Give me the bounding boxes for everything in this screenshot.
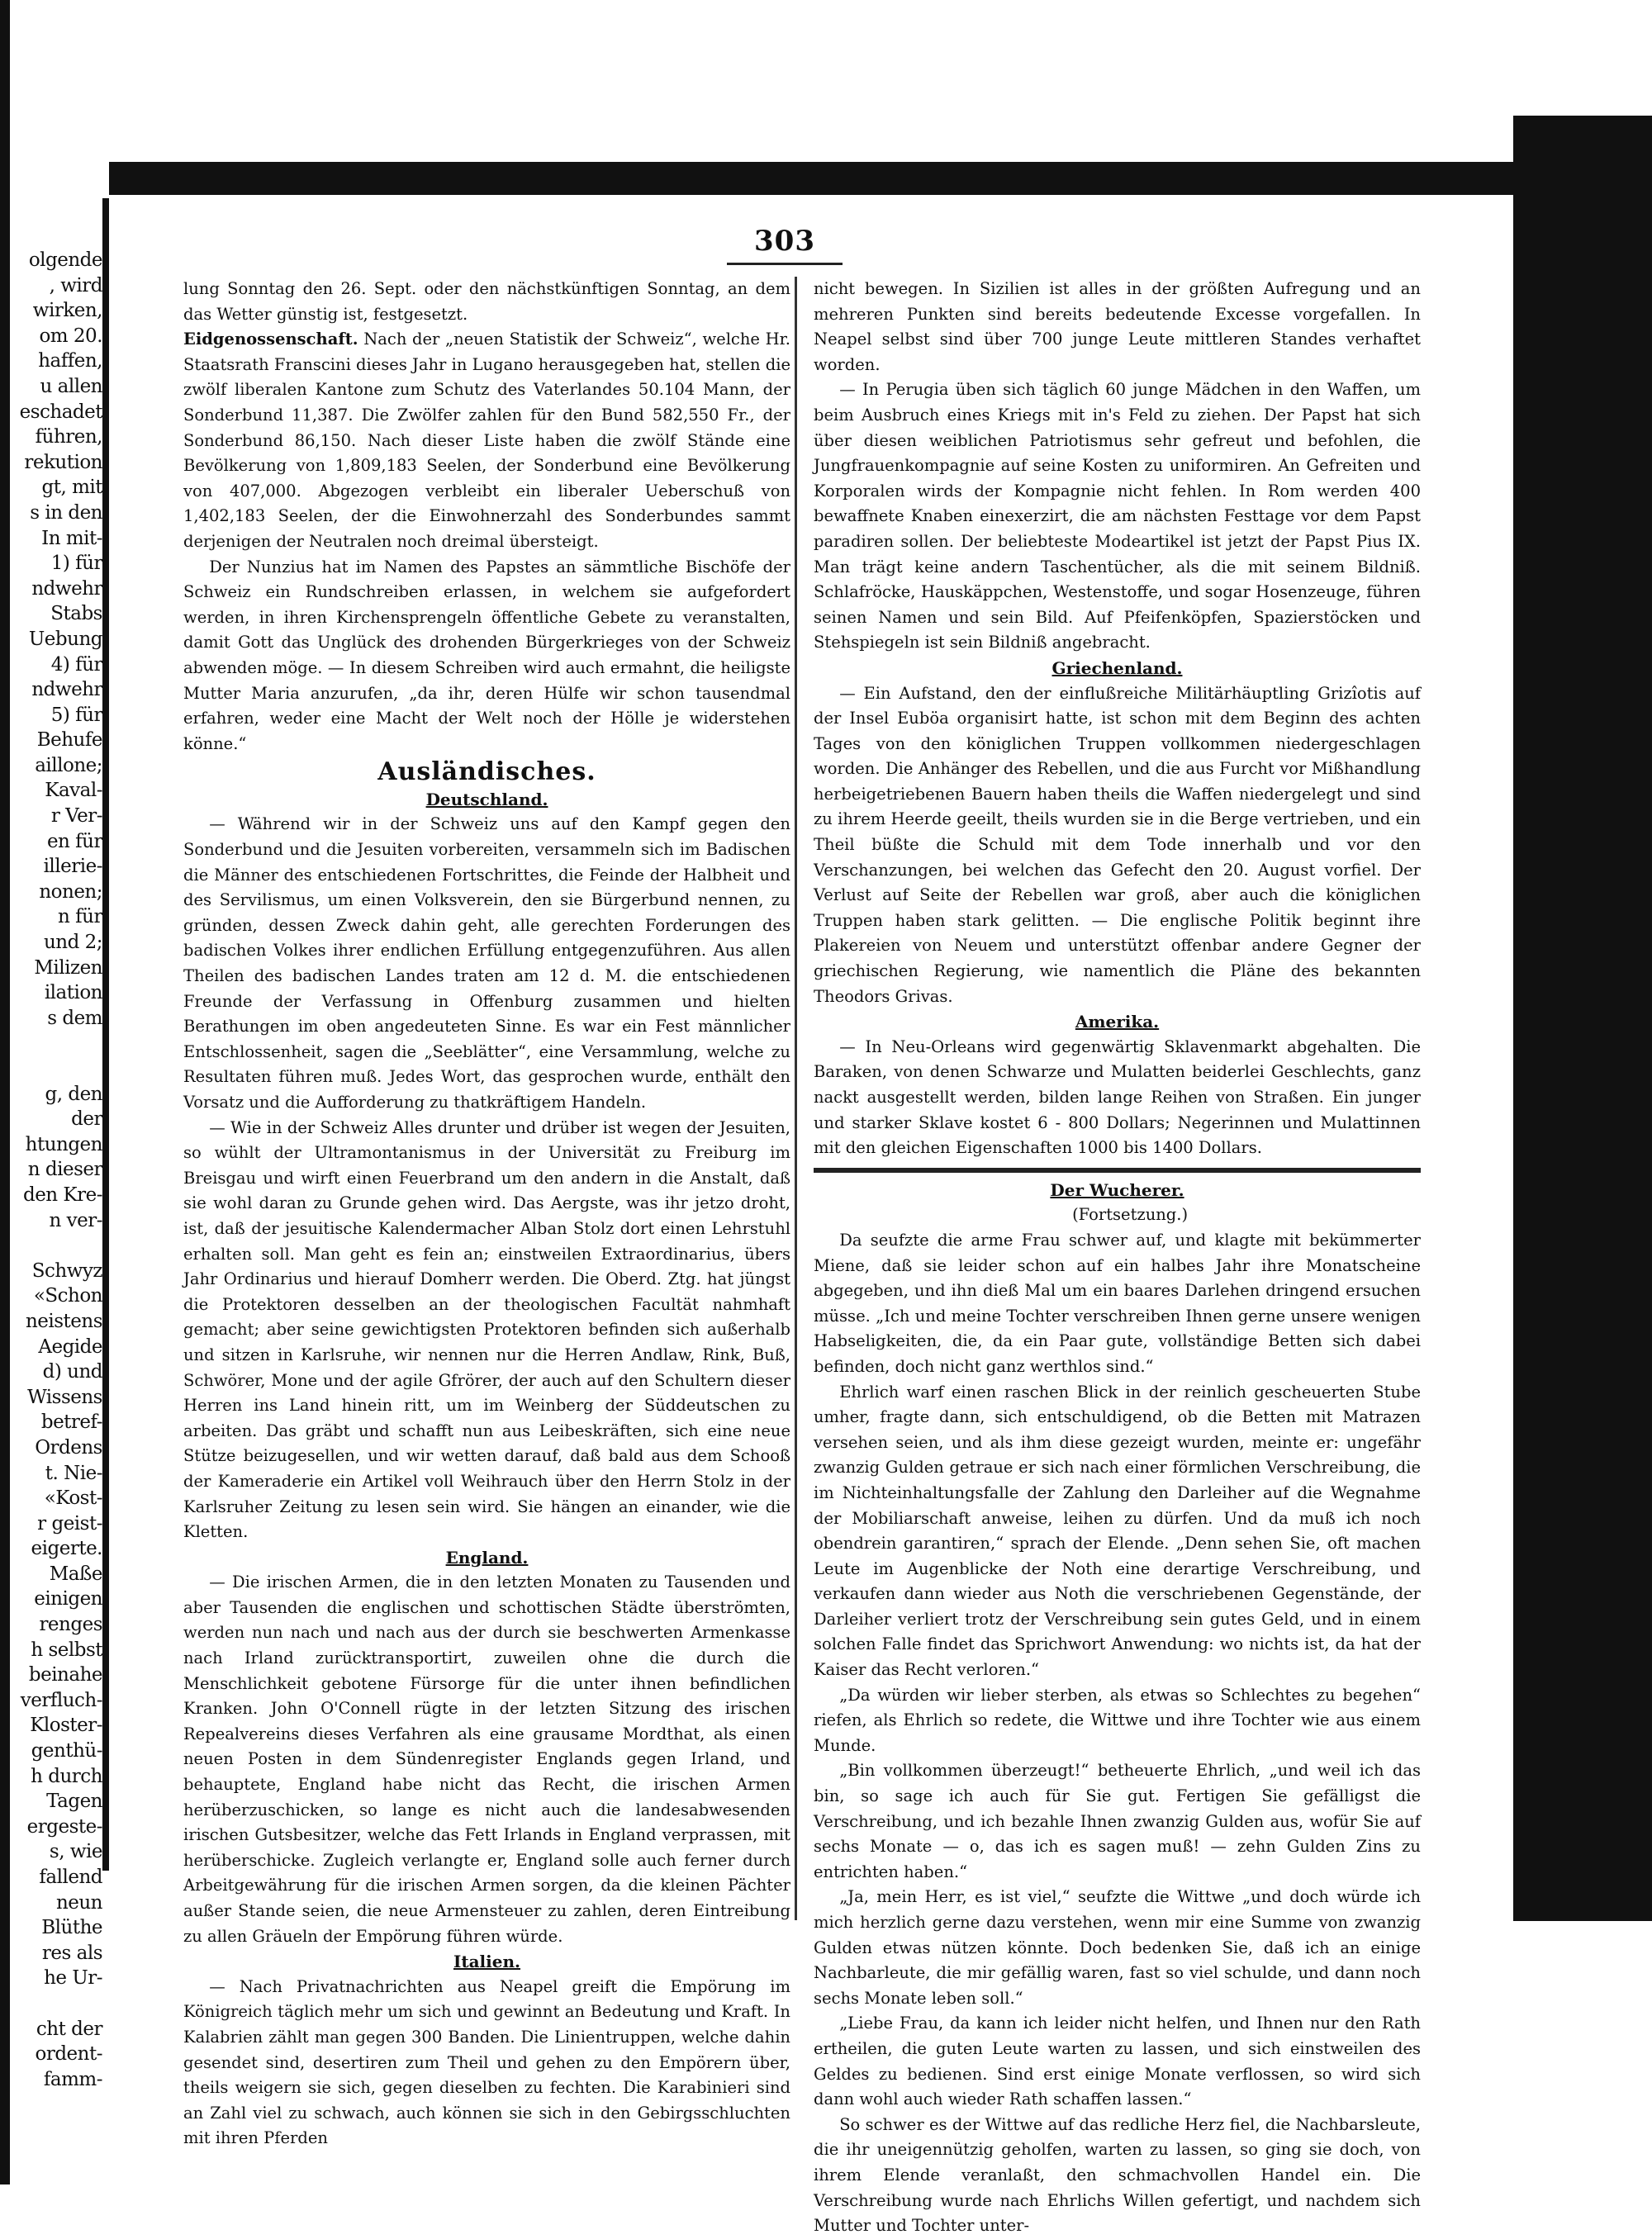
left-column (183, 277, 790, 2151)
previous-page-fragment: «Schon (33, 1285, 102, 1307)
previous-page-fragment: s in den (30, 501, 102, 524)
previous-page-fragment: und 2; (43, 932, 102, 954)
griechenland-paragraph: — Ein Aufstand, den der einflußreiche Militärhäuptling Grizîotis auf der Insel Euböa organisirt hatte, ist schon mit dem Beginn des achten Tages von den königlichen Truppen vollkommen niedergeschlagen worden. Die Anhänger des Rebellen, und die aus Furcht vor Mißhandlung herbeigetriebenen Bauern haben theils die Waffen niedergelegt und sind zu ihrem Heerde geeilt, theils wurden sie in die Berge vertrieben, und ein Theil büßte die Schuld mit dem Tode innerhalb und vor den Verschanzungen, bei welchen das Gefecht den 20. August vorfiel. Der Verlust auf Seite der Rebellen war groß, aber auch die königlichen Truppen haben stark gelitten. — Die englische Politik beginnt ihre Plakereien von Neuem und unterstützt offenbar andere Gegner der griechischen Regierung, wie namentlich die Pläne des bekannten Theodors Grivas. (814, 683, 1421, 1006)
previous-page-fragment: Uebung (28, 628, 102, 650)
wucherer-paragraph-7: So schwer es der Wittwe auf das redliche Herz fiel, die Nachbarsleute, die ihr uneigennützig geholfen, warten zu lassen, so ging sie doch, von ihrem Elende veranlaßt, den schmachvollen Handel ein. Die Verschreibung wurde nach Ehrlichs Willen gefertigt, und nachdem sich Mutter und Tochter unter- (814, 2114, 1421, 2236)
wucherer-paragraph-1: Da seufzte die arme Frau schwer auf, und klagte mit bekümmerter Miene, daß sie leider schon auf ein halbes Jahr ihre Monatscheine abgegeben, und ihn dieß Mal um ein baares Darlehen dringend ersuchen müsse. „Ich und meine Tochter verschreiben Ihnen gerne unsere wenigen Habseligkeiten, die, da ein Paar gute, vollständige Betten sich dabei befinden, doch nicht ganz werthlos sind.“ (814, 1230, 1421, 1376)
previous-page-fragment: r Ver- (50, 805, 102, 828)
previous-page-fragment: der (71, 1108, 102, 1131)
previous-page-fragment: Aegide (38, 1335, 102, 1358)
previous-page-fragment: res als (41, 1942, 102, 1964)
right-column (814, 277, 1421, 2239)
previous-page-fragment (0, 1991, 102, 2017)
previous-page-fragment: olgende (28, 249, 102, 271)
previous-page-fragment: htungen (25, 1133, 102, 1155)
wucherer-paragraph-4: „Bin vollkommen überzeugt!“ betheuerte Ehrlich, „und weil ich das bin, so sage ich auch für Sie gut. Fertigen Sie gefälligst die Verschreibung, und ich bezahle Ihnen zwanzig Gulden aus, wofür Sie auf sechs Monate — o, das ich es sagen muß! — zehn Gulden Zins zu entrichten haben.“ (814, 1761, 1421, 1881)
previous-page-fragment: u allen (40, 375, 102, 397)
previous-page-fragment: d) und (42, 1361, 102, 1383)
previous-page-fragment: ndwehr (31, 577, 102, 600)
previous-page-fragment: s dem (47, 1007, 102, 1029)
previous-page-fragment: en für (46, 830, 102, 852)
england-paragraph: — Die irischen Armen, die in den letzten Monaten zu Tausenden und aber Tausenden die englischen und schottischen Städte überströmten, werden nun nach und nach aus der durch sie beschwerten Armenkasse nach Irland zurücktransportirt, zuweilen ohne die durch die Menschlichkeit gebotene Fürsorge für die unter ihnen befindlichen Kranken. John O'Connell rügte in der letzten Sitzung des irischen Repealvereins dieses Verfahren als eine grausame Mordthat, als einen neuen Posten in dem Sündenregister Englands gegen Irland, und behauptete, England habe nicht das Recht, die irischen Armen herüberzuschicken, so lange es nicht auch die landesabwesenden irischen Gutsbesitzer, welche das Fett Irlands in England verprassen, mit herüberschicke. Zugleich verlangte er, England solle auch ferner durch Arbeitgewährung für die irischen Armen sorgen, da die kleinen Pächter außer Stande seien, die neue Armensteuer zu zahlen, deren Eintreibung zu allen Gräueln der Empörung führen würde. (183, 1573, 790, 1946)
previous-page-fragment (0, 1056, 102, 1082)
previous-page-fragment: h durch (31, 1765, 102, 1787)
previous-page-fragment: 5) für (50, 704, 102, 726)
feuilleton-divider (814, 1168, 1421, 1173)
previous-page-fragment: ndwehr (31, 679, 102, 701)
italien-paragraph: — Nach Privatnachrichten aus Neapel greift die Empörung im Königreich täglich mehr um sich und gewinnt an Bedeutung und Kraft. In Kalabrien zählt man gegen 300 Banden. Die Linientruppen, welche dahin gesendet sind, desertiren zum Theil und gehen zu den Empörern über, theils weigern sie sich, gegen dieselben zu fechten. Die Karabinieri sind an Zahl viel zu schwach, auch können sie sich in den Gebirgsschluchten mit ihren Pferden (183, 1976, 790, 2148)
deutschland-heading: Deutschland. (425, 789, 548, 809)
griechenland-heading: Griechenland. (1051, 657, 1183, 678)
previous-page-fragment: Kaval- (45, 780, 102, 802)
previous-page-fragment: rekution (24, 451, 102, 473)
previous-page-fragment: ordent- (35, 2043, 102, 2066)
previous-page-fragment: n für (58, 906, 102, 928)
previous-page-fragment: ergeste- (26, 1815, 102, 1838)
previous-page-fragment: «Kost- (44, 1487, 102, 1510)
previous-page-fragment: Tagen (46, 1791, 102, 1813)
previous-page-fragment: neistens (25, 1310, 102, 1332)
wucherer-paragraph-3: „Da würden wir lieber sterben, als etwas so Schlechtes zu begehen“ riefen, als Ehrlich so redete, die Wittwe und ihre Tochter wie aus einem Munde. (814, 1685, 1421, 1755)
previous-page-fragment: , wird (49, 274, 102, 296)
previous-page-fragment: Blüthe (41, 1917, 102, 1939)
previous-page-fragment: renges (39, 1614, 102, 1636)
previous-page-fragment: n ver- (49, 1209, 102, 1231)
previous-page-margin (0, 248, 102, 2090)
previous-page-fragment: 1) für (50, 553, 102, 575)
scan-top-border (109, 162, 1513, 195)
previous-page-fragment: eschadet (19, 401, 102, 423)
previous-page-fragment: Schwyz (31, 1259, 102, 1282)
previous-page-fragment: fallend (39, 1867, 102, 1888)
previous-page-fragment: illerie- (43, 856, 102, 878)
previous-page-fragment: Maße (49, 1563, 102, 1585)
wucherer-paragraph-2: Ehrlich warf einen raschen Blick in der reinlich gescheuerten Stube umher, fragte dann, sich entschuldigend, ob die Betten mit Matrazen versehen seien, und als ihm diese gezeigt wurden, meinte er: ungefähr zwanzig Gulden getraue er sich nach einer förmlichen Verschreibung, die im Nichteinhaltungsfalle der Zahlung den Darleiher auf die Wegnahme der Mobiliarschaft anweise, leihen zu dürfen. Und da muß ich noch obendrein garantiren,“ sprach der Elende. „Denn sehen Sie, oft machen Leute im Augenblicke der Noth eine derartige Verschreibung, und verkaufen dann wieder aus Noth die verschriebenen Gegenstände, der Darleiher verliert trotz der Verschreibung sein gutes Geld, und in einem solchen Falle findet das Sprichwort Anwendung: wo nichts ist, da hat der Kaiser das Recht verloren.“ (814, 1382, 1421, 1680)
previous-page-fragment: den Kre- (22, 1184, 102, 1206)
previous-page-fragment: betref- (40, 1411, 102, 1434)
eidgenossenschaft-text: Nach der „neuen Statistik der Schweiz“, welche Hr. Staatsrath Franscini dieses Jahr in Lugano herausgegeben hat, stellen die zwölf liberalen Kantone zum Schutz des Vaterlandes 50.104 Mann, der Sonderbund 11,387. Die Zwölfer zahlen für den Bund 582,550 Fr., der Sonderbund 86,150. Nach dieser Liste haben die zwölf Stände eine Bevölkerung von 1,809,183 Seelen, der Sonderbund eine Bevölkerung von 407,000. Abgezogen verbleibt ein liberaler Ueberschuß von 1,402,183 Seelen, der die Einwohnerzahl des Sonderbundes sammt derjenigen der Neutralen noch dreimal übersteigt. (183, 330, 790, 551)
previous-page-fragment: h selbst (31, 1639, 102, 1661)
previous-page-fragment: führen, (35, 426, 102, 448)
previous-page-fragment: wirken, (32, 300, 102, 322)
wucherer-paragraph-5: „Ja, mein Herr, es ist viel,“ seufzte die Wittwe „und doch würde ich mich herzlich gerne dazu verstehen, wenn mir eine Summe von zwanzig Gulden etwas nützen könnte. Doch bedenken Sie, daß ich an einige Nachbarleute, die mir gefällig waren, fast so viel schulde, und dann noch sechs Monate leben soll.“ (814, 1887, 1421, 2008)
previous-page-fragment: he Ur- (44, 1967, 102, 1990)
previous-page-fragment: Kloster- (30, 1715, 102, 1737)
previous-page-fragment: s, wie (49, 1841, 102, 1863)
scan-right-border (1513, 195, 1652, 1921)
wucherer-paragraph-6: „Liebe Frau, da kann ich leider nicht helfen, und Ihnen nur den Rath ertheilen, die guten Leute warten zu lassen, und sich einstweilen des Geldes zu bedienen. Sind erst einige Monate verflossen, so wird sich dann wohl auch wieder Rath schaffen lassen.“ (814, 2014, 1421, 2109)
previous-page-fragment: t. Nie- (45, 1462, 102, 1484)
previous-page-fragments (0, 248, 102, 2092)
previous-page-fragment: famm- (43, 2068, 102, 2090)
previous-page-fragment: r geist- (37, 1512, 102, 1535)
auslaendisches-heading: Ausländisches. (377, 757, 596, 787)
previous-page-fragment: n dieser (27, 1159, 102, 1181)
eidgenossenschaft-lead: Eidgenossenschaft. (183, 330, 358, 349)
previous-page-fragment: einigen (34, 1588, 102, 1610)
perugia-paragraph: — In Perugia üben sich täglich 60 junge Mädchen in den Waffen, um beim Ausbruch eines Kriegs mit in's Feld zu ziehen. Der Papst hat sich über diesen weiblichen Patriotismus sehr gefreut und befohlen, die Jungfrauenkompagnie auf seine Kosten zu uniformiren. An Gefreiten und Korporalen wirds der Kompagnie nicht fehlen. In Rom werden 400 bewaffnete Knaben einexerzirt, die am nächsten Festtage vor dem Papst paradiren sollen. Der beliebteste Modeartikel ist jetzt der Papst Pius IX. Man trägt keine andern Taschentücher, als die mit seinem Bildniß. Schlafröcke, Hauskäppchen, Westenstoffe, und sogar Hosenzeuge, führen seinen Namen und sein Bild. Auf Pfeifenköpfen, Spazierstöcken und Stehspiegeln ist sein Bildniß angebracht. (814, 380, 1421, 652)
deutschland-paragraph-2: — Wie in der Schweiz Alles drunter und drüber ist wegen der Jesuiten, so wühlt der Ultramontanismus in der Universität zu Freiburg im Breisgau und wirft einen Feuerbrand um den andern in die Anstalt, daß sie wohl daran zu Grunde gehen wird. Das Aergste, was ihr jetzo droht, ist, daß der jesuitische Kalendermacher Alban Stolz dort einen Lehrstuhl erhalten soll. Man geht es fein an; einstweilen Extraordinarius, übers Jahr Ordinarius und hierauf Domherr werden. Die Oberd. Ztg. hat jüngst die Protektoren desselben an der theologischen Facultät nahmhaft gemacht; aber seine gewichtigsten Protektoren befinden sich außerhalb und sitzen in Karlsruhe, wir nennen nur die Herren Andlaw, Rink, Buß, Schwörer, Mone und der agile Gfrörer, der auch auf den Schultern dieser Herren ins Land hinein ritt, um im Weinberg der Süddeutschen zu arbeiten. Das gräbt und schafft nun aus Leibeskräften, sich eine neue Stütze beizugesellen, und wir wetten darauf, daß bald aus dem Schooß der Kameraderie ein Artikel voll Weihrauch über den Herrn Stolz in der Karlsruher Zeitung zu lesen sein wird. Sie hängen an einander, wie die Kletten. (183, 1117, 790, 1542)
previous-page-fragment: In mit- (41, 527, 102, 549)
gutter-shadow (102, 198, 109, 1871)
previous-page-fragment: om 20. (39, 325, 102, 347)
previous-page-fragment: Behufe (36, 729, 102, 752)
italien-continuation: nicht bewegen. In Sizilien ist alles in der größten Aufregung und an mehreren Punkten sind bereits bedeutende Excesse vorgefallen. In Neapel selbst sind über 700 junge Leute mittleren Standes verhaftet worden. (814, 279, 1421, 374)
deutschland-paragraph-1: — Während wir in der Schweiz uns auf den Kampf gegen den Sonderbund und die Jesuiten vorbereiten, versammeln sich im Badischen die Männer des entschiedenen Fortschrittes, die Feinde der Halbheit und des Servilismus, um einen Volksverein, den sie Bürgerbund nennen, zu gründen, dessen Zweck dahin geht, alle gerechten Forderungen des badischen Volkes ihrer endlichen Erfüllung entgegenzuführen. Aus allen Theilen des badischen Landes traten am 12 d. M. die entschiedenen Freunde der Verfassung in Offenburg zusammen und hielten Berathungen im oben angedeuteten Sinne. Es war ein Fest männlicher Entschlossenheit, sagen die „Seeblätter“, eine Versammlung, welche zu Resultaten führen muß. Jedes Wort, das gesprochen wurde, enthält den Vorsatz und die Aufforderung zu thatkräftigem Handeln. (183, 814, 790, 1112)
england-heading: England. (445, 1547, 529, 1568)
previous-page-fragment: gt, mit (41, 477, 102, 499)
page-number: 303 (754, 225, 815, 258)
page-number-rule (727, 263, 843, 265)
italien-heading: Italien. (453, 1952, 520, 1972)
previous-page-fragment: Wissens (27, 1386, 102, 1408)
previous-page-fragment: Stabs (50, 603, 102, 625)
nuntius-paragraph: Der Nunzius hat im Namen des Papstes an sämmtliche Bischöfe der Schweiz ein Rundschreiben erlassen, in welchem sie aufgefordert werden, in ihren Kirchensprengeln öffentliche Gebete zu veranstalten, damit Gott das Unglück des drohenden Bürgerkrieges von der Schweiz abwenden möge. — In diesem Schreiben wird auch ermahnt, die heiligste Mutter Maria anzurufen, „da ihr, deren Hülfe wir schon tausendmal erfahren, weder eine Macht der Welt noch der Hölle je widerstehen könne.“ (183, 557, 790, 753)
amerika-paragraph: — In Neu-Orleans wird gegenwärtig Sklavenmarkt abgehalten. Die Baraken, von denen Schwarze und Mulatten beiderlei Geschlechts, ganz nackt ausgestellt werden, bilden lange Reihen von Straßen. Ein junger und starker Sklave kostet 6 - 800 Dollars; Negerinnen und Mulattinnen mit den gleichen Eigenschaften 1000 bis 1400 Dollars. (814, 1036, 1421, 1158)
previous-page-fragment: g, den (45, 1083, 102, 1105)
previous-page-fragment: Ordens (35, 1436, 102, 1459)
previous-page-fragment: verfluch- (20, 1689, 102, 1711)
wucherer-heading: Der Wucherer. (1050, 1179, 1184, 1200)
intro-paragraph: lung Sonntag den 26. Sept. oder den nächstkünftigen Sonntag, an dem das Wetter günstig ist, festgesetzt. (183, 279, 790, 324)
previous-page-fragment: Milizen (34, 956, 102, 979)
previous-page-fragment: neun (55, 1891, 102, 1914)
previous-page-fragment: haffen, (38, 350, 102, 372)
wucherer-subtitle: (Fortsetzung.) (1072, 1205, 1189, 1225)
previous-page-fragment: genthü- (31, 1740, 102, 1762)
previous-page-fragment (0, 1233, 102, 1259)
column-divider (795, 277, 797, 1920)
previous-page-fragment (0, 1031, 102, 1056)
previous-page-fragment: aillone; (35, 754, 102, 776)
previous-page-fragment: cht der (36, 2018, 102, 2040)
previous-page-fragment: beinahe (28, 1664, 102, 1686)
scan-corner-shadow (1513, 116, 1652, 195)
previous-page-fragment: 4) für (50, 653, 102, 676)
previous-page-fragment: nonen; (39, 880, 102, 903)
previous-page-fragment: ilation (44, 982, 102, 1004)
previous-page-fragment: eigerte. (31, 1538, 102, 1560)
amerika-heading: Amerika. (1075, 1012, 1160, 1032)
eidgenossenschaft-paragraph (183, 327, 790, 554)
